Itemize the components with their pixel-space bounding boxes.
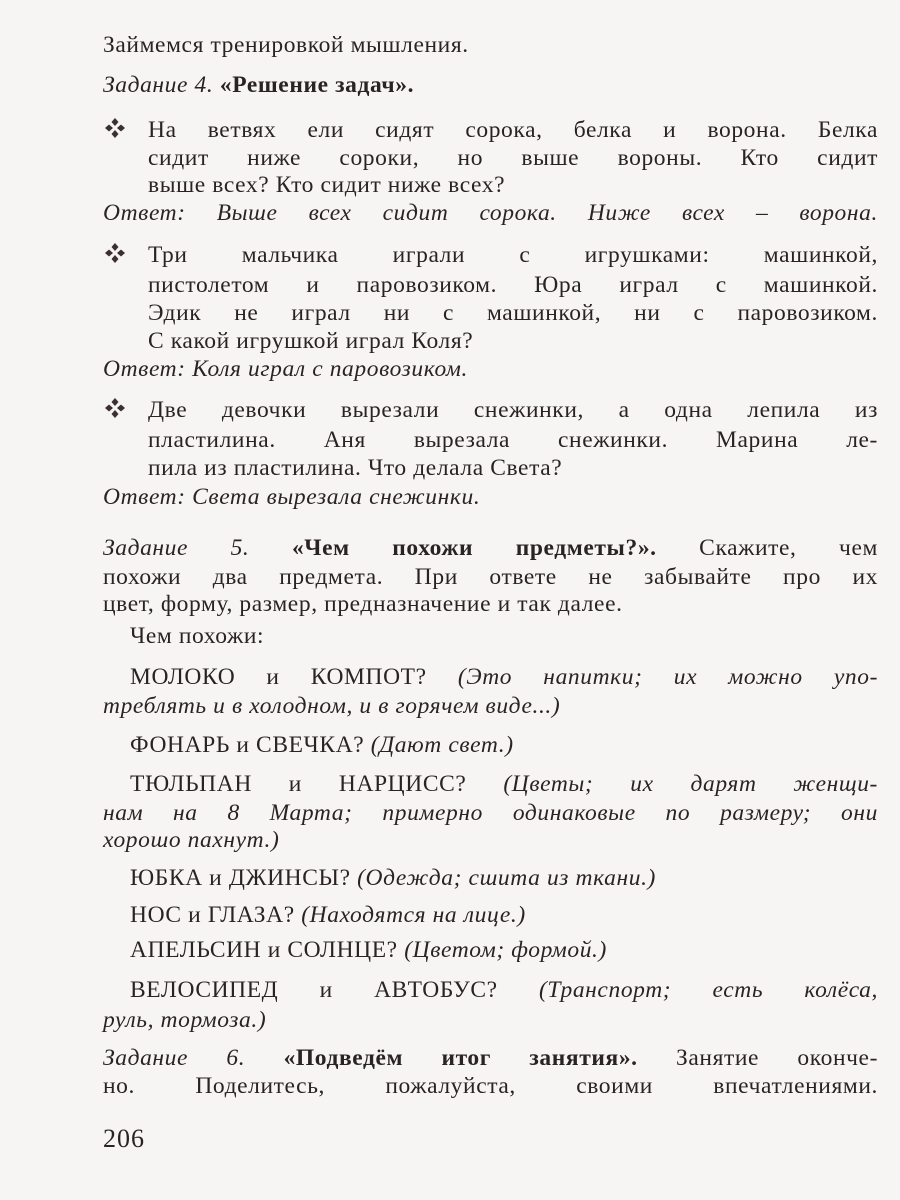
page-number: 206 [103, 1124, 145, 1153]
text: Занятие оконче- [637, 1045, 879, 1071]
text: На ветвях ели сидят сорока, белка и ворона. Белка [148, 117, 878, 143]
text: МОЛОКО и КОМПОТ? [130, 664, 458, 690]
text-line [148, 395, 878, 425]
text-line [103, 1005, 266, 1035]
text: Чем похожи: [130, 623, 265, 649]
text-line [148, 143, 878, 173]
text: но. Поделитесь, пожалуйста, своими впечатлениями. [103, 1073, 878, 1099]
text-line [103, 533, 878, 563]
italic-text: (Цветы; их дарят женщи- [503, 771, 878, 797]
italic-text: Ответ: Света вырезала снежинки. [103, 484, 481, 510]
text-line [103, 691, 560, 721]
text: пластилина. Аня вырезала снежинки. Марина ле- [148, 427, 878, 453]
text-line [103, 562, 878, 592]
text-line [148, 170, 505, 200]
text: пила из пластилина. Что делала Света? [148, 455, 563, 481]
text-line [130, 769, 878, 799]
text: ЮБКА и ДЖИНСЫ? [130, 865, 358, 891]
text-line [130, 863, 656, 893]
bold-text: «Чем похожи предметы?». [291, 535, 657, 561]
italic-text: Задание 5. [103, 535, 292, 561]
text: С какой игрушкой играл Коля? [148, 328, 474, 354]
italic-text: руль, тормоза.) [103, 1007, 267, 1033]
text: ТЮЛЬПАН и НАРЦИСС? [130, 771, 504, 797]
text-line [103, 70, 414, 100]
italic-text: (Цветом; формой.) [404, 937, 607, 963]
text: Скажите, чем [656, 535, 878, 561]
text-line [103, 198, 878, 228]
italic-text: Ответ: Коля играл с паровозиком. [103, 356, 468, 382]
text-line [130, 900, 526, 930]
italic-text: нам на 8 Марта; примерно одинаковые по размеру; они [103, 800, 878, 826]
text-line [103, 30, 469, 60]
italic-text: (Одежда; сшита из ткани.) [357, 865, 656, 891]
text-line [103, 1071, 878, 1101]
text-line [148, 115, 878, 145]
italic-text: (Это напитки; их можно упо- [457, 664, 879, 690]
text: выше всех? Кто сидит ниже всех? [148, 172, 506, 198]
bullet-diamond-icon [104, 397, 126, 419]
text-line [103, 589, 623, 619]
text: АПЕЛЬСИН и СОЛНЦЕ? [130, 937, 405, 963]
italic-text: (Дают свет.) [370, 732, 514, 758]
bold-text: «Решение задач». [219, 72, 415, 98]
italic-text: хорошо пахнут.) [103, 827, 280, 853]
text: ВЕЛОСИПЕД и АВТОБУС? [130, 977, 539, 1003]
italic-text: (Находятся на лице.) [301, 902, 526, 928]
italic-text: треблять и в холодном, и в горячем виде...) [103, 693, 561, 719]
text-line [130, 730, 514, 760]
text-line [103, 482, 480, 512]
text-line [103, 354, 468, 384]
text: Займемся тренировкой мышления. [103, 32, 469, 58]
bold-text: «Подведём итог занятия». [283, 1045, 638, 1071]
text-line [103, 798, 878, 828]
text: цвет, форму, размер, предназначение и так далее. [103, 591, 623, 617]
text-line [130, 621, 264, 651]
italic-text: Ответ: Выше всех сидит сорока. Ниже всех – ворона. [103, 200, 878, 226]
text-line [103, 825, 279, 855]
text: ФОНАРЬ и СВЕЧКА? [130, 732, 371, 758]
bullet-diamond-icon [104, 242, 126, 264]
text-line [148, 425, 878, 455]
bullet-diamond-icon [104, 117, 126, 139]
text: Три мальчика играли с игрушками: машинкой, [148, 242, 878, 268]
text-line [148, 298, 878, 328]
text: Эдик не играл ни с машинкой, ни с паровозиком. [148, 300, 878, 326]
text: НОС и ГЛАЗА? [130, 902, 302, 928]
text-line [148, 240, 878, 270]
italic-text: Задание 4. [103, 72, 220, 98]
text: похожи два предмета. При ответе не забывайте про их [103, 564, 878, 590]
italic-text: Задание 6. [103, 1045, 284, 1071]
italic-text: (Транспорт; есть колёса, [538, 977, 879, 1003]
text-line [130, 662, 878, 692]
text-line [148, 270, 878, 300]
text-line [148, 453, 562, 483]
text-line [130, 935, 607, 965]
text: сидит ниже сороки, но выше вороны. Кто сидит [148, 145, 878, 171]
text: пистолетом и паровозиком. Юра играл с машинкой. [148, 272, 878, 298]
text: Две девочки вырезали снежинки, а одна лепила из [148, 397, 878, 423]
text-line [148, 326, 473, 356]
text-line [130, 975, 878, 1005]
text-line [103, 1043, 878, 1073]
